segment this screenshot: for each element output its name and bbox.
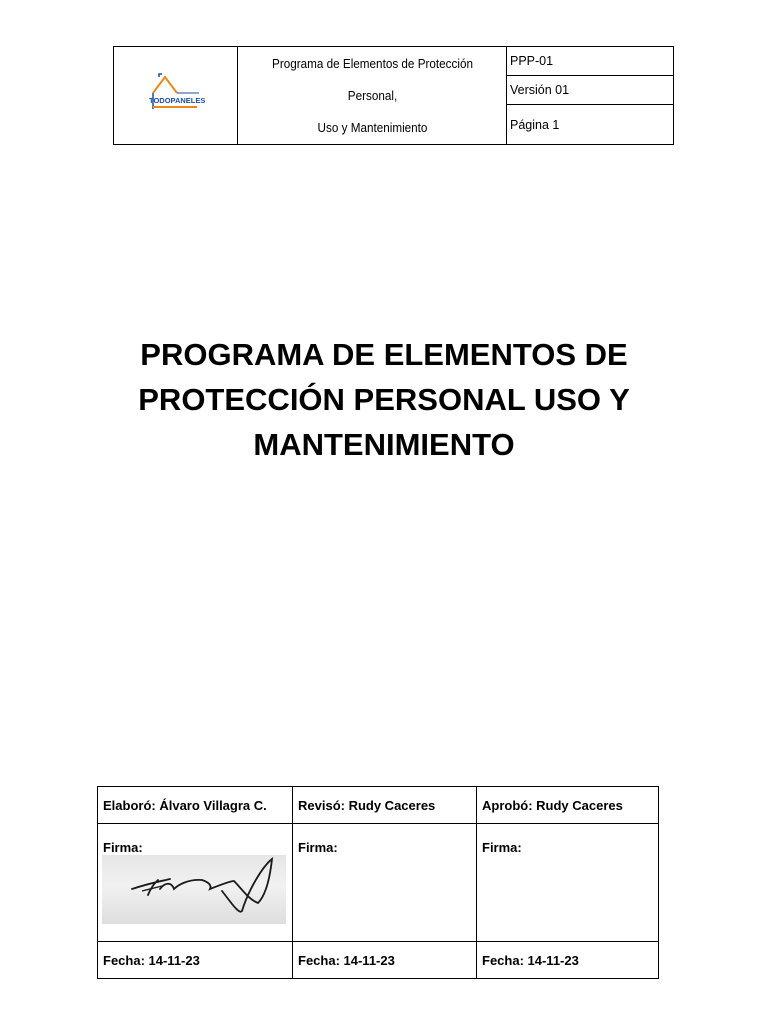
approval-table xyxy=(97,786,659,979)
signature-icon xyxy=(102,855,286,924)
signature-image xyxy=(102,855,286,924)
document-version: Versión 01 xyxy=(507,76,674,105)
fecha-aprobo-cell: Fecha: 14-11-23 xyxy=(477,942,659,979)
main-title-line2: PROTECCIÓN PERSONAL USO Y xyxy=(138,382,630,417)
logo-wordmark: TODOPANELES xyxy=(148,96,205,105)
reviso-cell: Revisó: Rudy Caceres xyxy=(293,787,477,824)
fecha-elaboro-cell: Fecha: 14-11-23 xyxy=(98,942,293,979)
firma-label: Firma: xyxy=(298,840,338,855)
header-title-line1: Programa de Elementos de Protección Personal, xyxy=(271,55,473,103)
firma-elaboro-cell xyxy=(98,824,293,942)
document-code: PPP-01 xyxy=(507,47,674,76)
main-title-line3: MANTENIMIENTO xyxy=(253,427,515,462)
document-page: Página 1 xyxy=(507,105,674,145)
house-logo-icon xyxy=(147,73,205,113)
firma-aprobo-cell xyxy=(477,824,659,942)
main-title-line1: PROGRAMA DE ELEMENTOS DE xyxy=(140,337,628,372)
elaboro-cell: Elaboró: Álvaro Villagra C. xyxy=(98,787,293,824)
main-title xyxy=(60,332,708,467)
document-header-table xyxy=(113,46,674,145)
aprobo-cell: Aprobó: Rudy Caceres xyxy=(477,787,659,824)
firma-reviso-cell xyxy=(293,824,477,942)
logo-cell xyxy=(114,47,238,145)
header-title-line2: Uso y Mantenimiento xyxy=(317,119,427,135)
header-title-cell xyxy=(251,47,493,145)
fecha-reviso-cell: Fecha: 14-11-23 xyxy=(293,942,477,979)
company-logo xyxy=(147,73,205,113)
firma-label: Firma: xyxy=(482,840,522,855)
firma-label: Firma: xyxy=(103,840,143,855)
